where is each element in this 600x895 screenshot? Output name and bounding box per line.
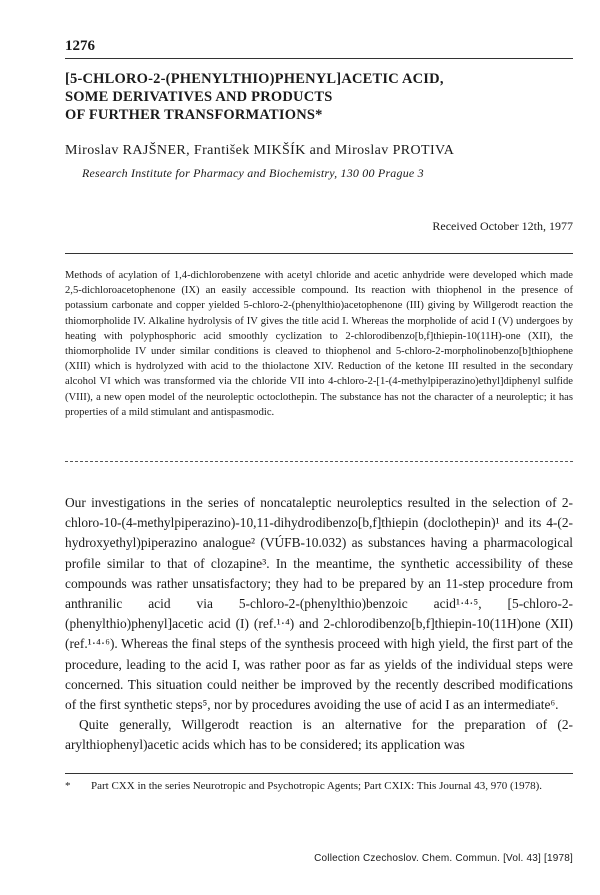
abstract: Methods of acylation of 1,4-dichlorobenzene with acetyl chloride and acetic anhydride were developed which made 2,5-dichloroacetophenone (IX) an easily accessible compound. Its reaction with thiophenol in the presence of potassium carbonate and copper yielded 5-chloro-2-(phenylthio)acetophenone (III) giving by Willgerodt reaction the thiomorpholide IV. Alkaline hydrolysis of IV gives the title acid I. Whereas the morpholide of acid I (V) undergoes by heating with polyphosphoric acid smoothly cyclization to 2-chlorodibenzo[b,f]thiepin-10(11H)-one (XII), the thiomorpholide IV under similar conditions is cleaved to thiophenol and 5-chloro-2-morpholinobenzo[b]thiophene (XIII) which is hydrolyzed with acid to the thiolactone XIV. Reduction of the ketone III resulted in the secondary alcohol VI which was transformed via the chloride VII into 4-chloro-2-[1-(4-methylpiperazino)ethyl]diphenyl sulfide (VIII), a new open model of the neuroleptic octoclothepin. The substance has not the character of a neuroleptic; it has properties of a mild stimulant and antispasmodic. (65, 270, 573, 418)
abstract-top-rule (65, 253, 573, 254)
body-text (65, 493, 573, 756)
body-paragraph-1: Our investigations in the series of noncataleptic neuroleptics resulted in the selection of 2-chloro-10-(4-methylpiperazino)-10,11-dihydrodibenzo[b,f]thiepin (doclothepin)¹ and its 4-(2-hydroxyethyl)piperazino analogue² (VÚFB-10.032) as substances having a pharmacological profile similar to that of clozapine³. In the meantime, the synthetic accessibility of these compounds was rather unsatisfactory; they had to be prepared by an 11-step procedure from anthranilic acid via 5-chloro-2-(phenylthio)benzoic acid¹·⁴·⁵, [5-chloro-2-(phenylthio)phenyl]acetic acid (I) (ref.¹·⁴) and 2-chlorodibenzo[b,f]thiepin-10(11H)one (XII) (ref.¹·⁴·⁶). Whereas the final steps of the synthesis proceed with high yield, the first part of the procedure, leading to the acid I, was rather poor as far as yields of the individual steps were concerned. This situation could neither be improved by the recently described modifications of the first synthetic steps⁵, nor by procedures avoiding the use of acid I as an intermediate⁶. (65, 495, 573, 713)
footnote-text: Part CXX in the series Neurotropic and Psychotropic Agents; Part CXIX: This Journal 43, 970 (1978). (91, 780, 543, 792)
abstract-bottom-rule (65, 461, 573, 462)
header-rule (65, 58, 573, 59)
title-line-2: SOME DERIVATIVES AND PRODUCTS (65, 89, 333, 105)
authors: Miroslav RAJŠNER, František MIKŠÍK and Miroslav PROTIVA (65, 143, 455, 158)
article-title (65, 70, 565, 124)
affiliation: Research Institute for Pharmacy and Biochemistry, 130 00 Prague 3 (82, 166, 424, 180)
title-line-3: OF FURTHER TRANSFORMATIONS* (65, 107, 323, 123)
footnote-mark: * (65, 780, 71, 792)
received-date: Received October 12th, 1977 (432, 219, 573, 233)
footnote-rule (65, 773, 573, 774)
body-paragraph-2: Quite generally, Willgerodt reaction is an alternative for the preparation of (2-arylthiophenyl)acetic acids which has to be considered; its application was (65, 717, 573, 753)
page-number: 1276 (65, 38, 95, 54)
title-line-1: [5-CHLORO-2-(PHENYLTHIO)PHENYL]ACETIC ACID, (65, 71, 444, 87)
journal-reference: Collection Czechoslov. Chem. Commun. [Vol. 43] [1978] (314, 853, 573, 864)
footnote (65, 779, 573, 794)
